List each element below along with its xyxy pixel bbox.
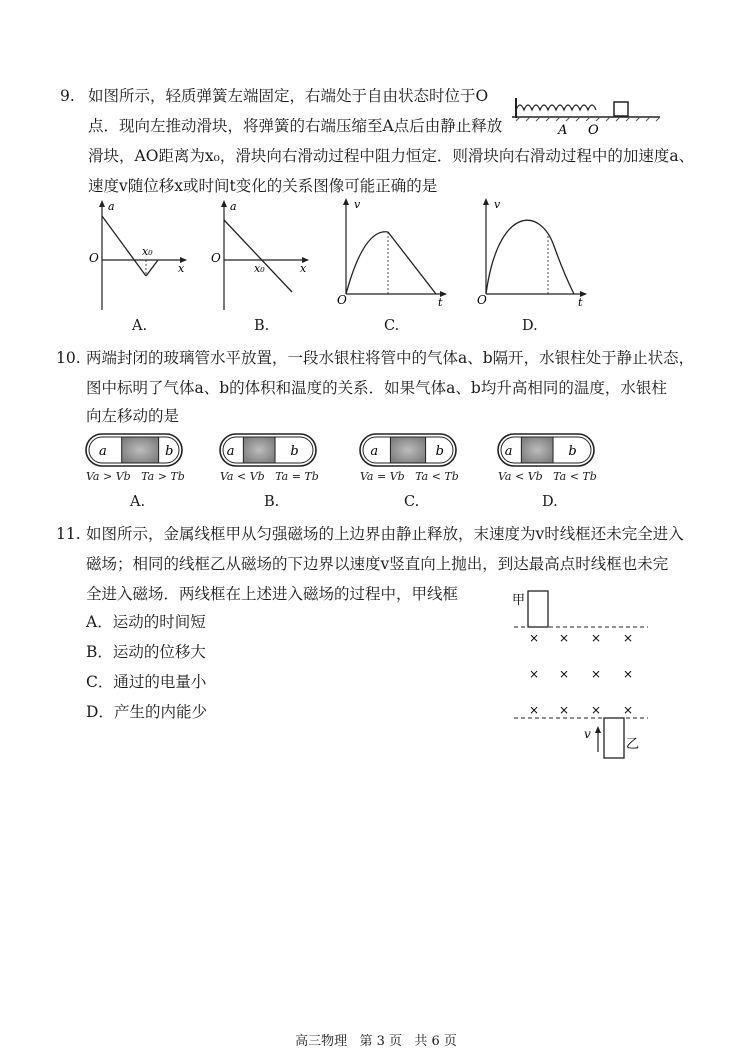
q11-number: 11.	[56, 525, 81, 543]
field-cross: ×	[528, 631, 540, 645]
graph-B-y-arrow	[221, 200, 227, 207]
q11-option-A	[86, 610, 206, 634]
q11-text-line1: 如图所示，金属线框甲从匀强磁场的上边界由静止释放，末速度为v时线框还未完全进入	[86, 525, 684, 543]
field-cross: ×	[590, 667, 602, 681]
q11-option-A-text: 运动的时间短	[112, 613, 206, 631]
spring-block-figure	[508, 92, 668, 138]
magnetic-field-figure	[508, 586, 658, 762]
graph-B-origin: O	[211, 251, 221, 265]
tube-D-svg	[496, 432, 596, 468]
tube-C-relation: Va = Vb Ta < Tb	[360, 470, 459, 483]
tube-D-relation: Va < Vb Ta < Tb	[498, 470, 597, 483]
frame-yi	[604, 718, 624, 758]
field-cross: ×	[590, 631, 602, 645]
graph-A	[86, 198, 196, 316]
field-cross: ×	[558, 703, 570, 717]
field-cross: ×	[622, 703, 634, 717]
graph-B-xlabel: x	[300, 262, 307, 275]
frame-yi-label: 乙	[626, 737, 640, 752]
graph-B-ylabel: a	[230, 200, 237, 213]
q9-text-line1: 如图所示，轻质弹簧左端固定，右端处于自由状态时位于O	[88, 87, 489, 105]
point-O-label: O	[588, 123, 599, 138]
graph-A-ylabel: a	[108, 200, 115, 213]
tube-C-svg	[358, 432, 458, 468]
q9-text-line2: 点．现向左推动滑块，将弹簧的右端压缩至A点后由静止释放	[88, 117, 503, 135]
q11-option-C-text: 通过的电量小	[113, 673, 207, 691]
gas-a-label: a	[226, 444, 235, 459]
graph-B-x0: x₀	[254, 262, 265, 275]
q10-number: 10.	[56, 349, 81, 367]
q11-option-C-key: C．	[86, 673, 114, 691]
graph-C	[334, 196, 454, 310]
gas-a-label: a	[504, 444, 513, 459]
q11-option-B-text: 运动的位移大	[112, 643, 206, 661]
q9-number: 9.	[60, 87, 75, 105]
graph-A-y-arrow	[99, 200, 105, 207]
spring	[516, 105, 596, 110]
q10-text-line1: 两端封闭的玻璃管水平放置，一段水银柱将管中的气体a、b隔开，水银柱处于静止状态，	[86, 349, 695, 367]
tube-D	[496, 432, 596, 472]
tube-C-option: C.	[404, 494, 420, 510]
graph-C-option: C.	[384, 318, 400, 334]
q9-text-line4: 速度v随位移x或时间t变化的关系图像可能正确的是	[88, 177, 438, 195]
graph-A-x0: x₀	[142, 245, 153, 258]
graph-A-line	[102, 216, 146, 276]
q11-option-C	[86, 670, 206, 694]
mercury-column	[390, 437, 425, 463]
tube-B-option: B.	[264, 494, 280, 510]
graph-B-line	[224, 220, 292, 292]
q11-option-D-text: 产生的内能少	[113, 703, 207, 721]
gas-a-label: a	[98, 444, 107, 459]
graph-D-ylabel: v	[494, 198, 501, 211]
gas-b-label: b	[290, 444, 299, 459]
graph-D	[474, 196, 594, 310]
graph-A-option: A.	[132, 318, 148, 334]
graph-A-origin: O	[89, 251, 99, 265]
velocity-label: v	[584, 727, 591, 741]
field-cross: ×	[590, 703, 602, 717]
graph-D-option: D.	[522, 318, 538, 334]
q11-option-B-key: B．	[86, 643, 113, 661]
field-cross: ×	[622, 631, 634, 645]
gas-b-label: b	[165, 444, 174, 459]
q11-text-line3: 全进入磁场．两线框在上述进入磁场的过程中，甲线框	[86, 585, 459, 603]
graph-D-y-arrow	[483, 198, 489, 205]
q11-option-D	[86, 700, 207, 724]
graph-C-ylabel: v	[354, 198, 361, 211]
graph-D-xlabel: t	[578, 296, 583, 309]
q9-text-line3: 滑块，AO距离为x₀，滑块向右滑动过程中阻力恒定．则滑块向右滑动过程中的加速度a、	[88, 147, 695, 165]
field-cross: ×	[622, 667, 634, 681]
field-cross: ×	[528, 667, 540, 681]
tube-A-svg	[84, 432, 184, 468]
graph-C-curve-rise	[346, 232, 388, 294]
graph-C-origin: O	[337, 293, 347, 307]
q10-text-line2: 图中标明了气体a、b的体积和温度的关系．如果气体a、b均升高相同的温度，水银柱	[86, 379, 667, 397]
tube-A-relation: Va > Vb Ta > Tb	[86, 470, 185, 483]
field-cross: ×	[558, 631, 570, 645]
tube-A-option: A.	[130, 494, 146, 510]
graph-B	[206, 198, 316, 316]
q11-text-line2: 磁场；相同的线框乙从磁场的下边界以速度v竖直向上抛出，到达最高点时线框也未完	[86, 555, 669, 573]
mercury-column	[243, 437, 275, 463]
graph-A-xlabel: x	[178, 262, 185, 275]
graph-A-line-after	[146, 260, 158, 276]
gas-a-label: a	[370, 444, 379, 459]
field-crosses	[529, 631, 633, 717]
gas-b-label: b	[568, 444, 577, 459]
frame-jia	[528, 591, 548, 627]
graph-C-y-arrow	[343, 198, 349, 205]
q10-text-line3: 向左移动的是	[86, 407, 180, 425]
graph-B-option: B.	[254, 318, 270, 334]
field-cross: ×	[558, 667, 570, 681]
tube-C	[358, 432, 458, 472]
graph-D-curve	[486, 220, 574, 294]
q11-option-D-key: D．	[86, 703, 114, 721]
gas-b-label: b	[435, 444, 444, 459]
tube-B-svg	[218, 432, 318, 468]
mercury-column	[521, 437, 553, 463]
graph-C-line-fall	[388, 232, 436, 294]
q11-option-A-key: A．	[86, 613, 113, 631]
tube-B	[218, 432, 318, 472]
velocity-arrow-head	[595, 726, 601, 733]
graph-D-origin: O	[477, 293, 487, 307]
point-A-label: A	[558, 123, 568, 138]
tube-B-relation: Va < Vb Ta = Tb	[220, 470, 319, 483]
frame-jia-label: 甲	[512, 593, 526, 608]
tube-D-option: D.	[542, 494, 558, 510]
tube-A	[84, 432, 184, 472]
slider-block	[614, 102, 628, 116]
field-cross: ×	[528, 703, 540, 717]
page-footer: 高三物理 第 3 页 共 6 页	[295, 1034, 457, 1049]
mercury-column	[122, 437, 159, 463]
graph-C-xlabel: t	[438, 296, 443, 309]
q11-option-B	[86, 640, 206, 664]
